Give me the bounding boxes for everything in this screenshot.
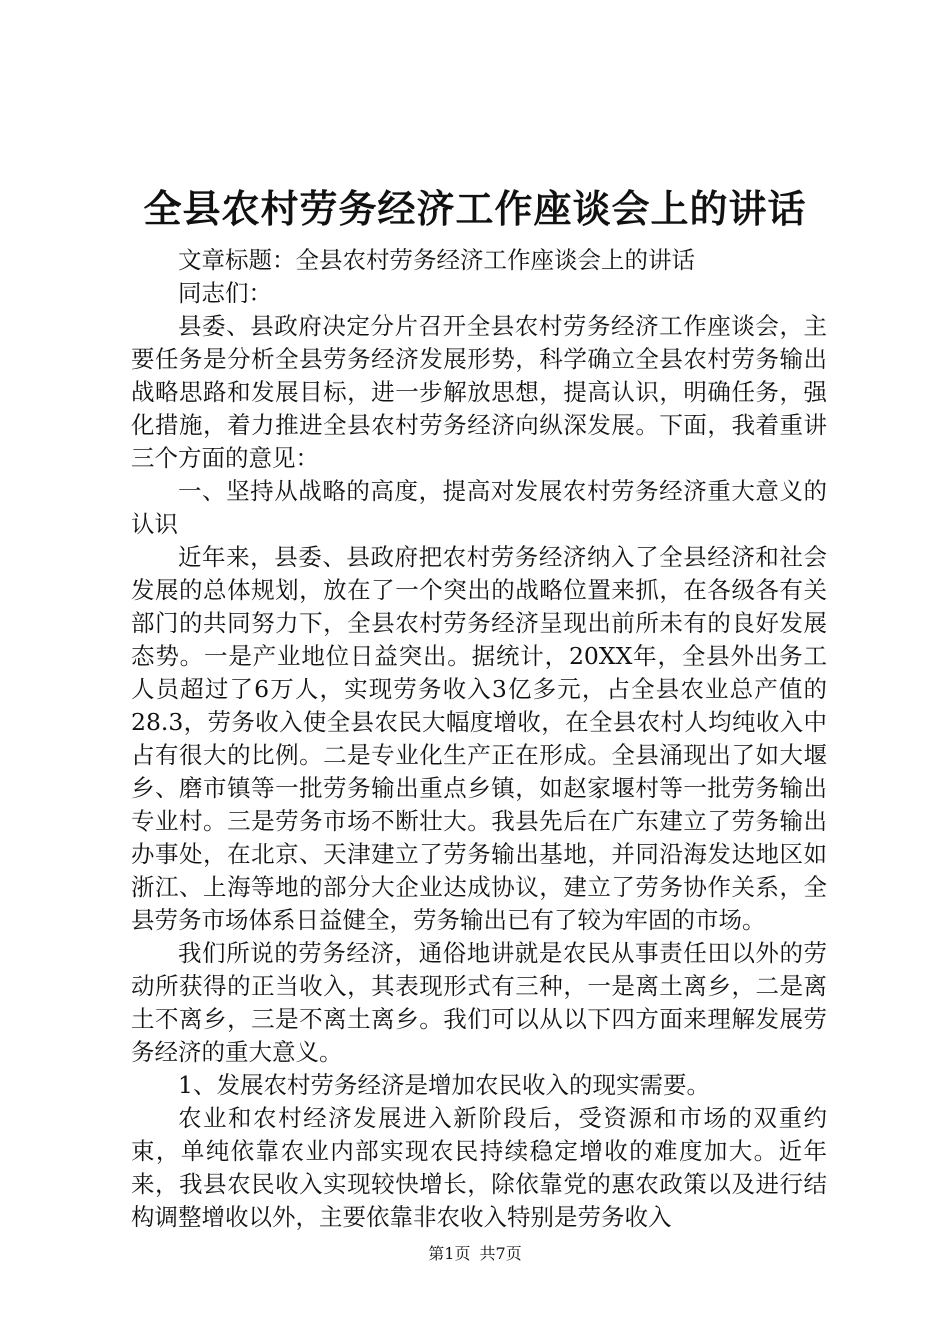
paragraph: 近年来，县委、县政府把农村劳务经济纳入了全县经济和社会发展的总体规划，放在了一个突出的战略位置来抓，在各级各有关部门的共同努力下，全县农村劳务经济呈现出前所未有的良好发展态势。一是产业地位日益突出。据统计，20XX年，全县外出务工人员超过了6万人，实现劳务收入3亿多元，占全县农业总产值的28.3，劳务收入使全县农民大幅度增收，在全县农村人均纯收入中占有很大的比例。二是专业化生产正在形成。全县涌现出了如大堰乡、磨市镇等一批劳务输出重点乡镇，如赵家堰村等一批劳务输出专业村。三是劳务市场不断壮大。我县先后在广东建立了劳务输出办事处，在北京、天津建立了劳务输出基地，并同沿海发达地区如浙江、上海等地的部分大企业达成协议，建立了劳务协作关系，全县劳务市场体系日益健全，劳务输出已有了较为牢固的市场。 [131, 543, 827, 934]
page-total: 共7页 [479, 1244, 522, 1263]
subsection-heading: 1、发展农村劳务经济是增加农民收入的现实需要。 [178, 1071, 710, 1099]
document-title: 全县农村劳务经济工作座谈会上的讲话 [143, 186, 807, 231]
page-footer [0, 1244, 950, 1264]
salutation: 同志们： [178, 279, 272, 307]
document-body [131, 244, 827, 1234]
article-title-line: 文章标题：全县农村劳务经济工作座谈会上的讲话 [178, 246, 695, 274]
section-heading: 一、坚持从战略的高度，提高对发展农村劳务经济重大意义的认识 [131, 477, 827, 538]
paragraph: 农业和农村经济发展进入新阶段后，受资源和市场的双重约束，单纯依靠农业内部实现农民持续稳定增收的难度加大。近年来，我县农民收入实现较快增长，除依靠党的惠农政策以及进行结构调整增收以外，主要依靠非农收入特别是劳务收入 [131, 1104, 827, 1231]
paragraph: 我们所说的劳务经济，通俗地讲就是农民从事责任田以外的劳动所获得的正当收入，其表现形式有三种，一是离土离乡，二是离土不离乡，三是不离土离乡。我们可以从以下四方面来理解发展劳务经济的重大意义。 [131, 939, 827, 1066]
paragraph: 县委、县政府决定分片召开全县农村劳务经济工作座谈会，主要任务是分析全县劳务经济发展形势，科学确立全县农村劳务输出战略思路和发展目标，进一步解放思想，提高认识，明确任务，强化措施，着力推进全县农村劳务经济向纵深发展。下面，我着重讲三个方面的意见： [131, 312, 827, 472]
page-number: 第1页 [428, 1244, 471, 1263]
